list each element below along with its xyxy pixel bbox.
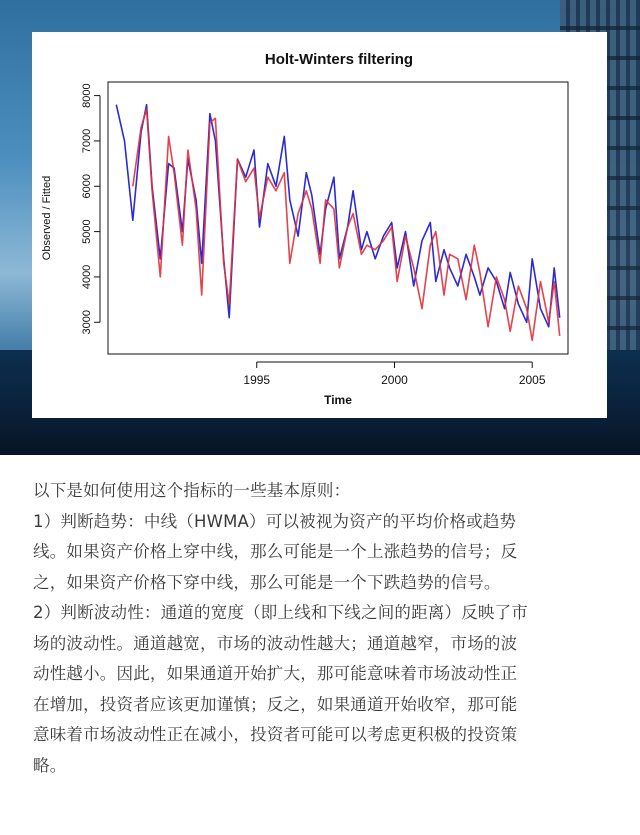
- series-lines: [116, 105, 559, 341]
- y-tick-label: 6000: [81, 174, 93, 199]
- article-text: [33, 476, 618, 781]
- x-tick-label: 2000: [381, 373, 408, 387]
- article-line: 1）判断趋势：中线（HWMA）可以被视为资产的平均价格或趋势: [33, 511, 517, 531]
- x-axis: [243, 362, 545, 387]
- y-tick-label: 3000: [81, 310, 93, 335]
- article-line: 以下是如何使用这个指标的一些基本原则：: [33, 481, 351, 500]
- y-tick-label: 5000: [81, 219, 93, 244]
- article-line: 场的波动性。通道越宽，市场的波动性越大；通道越窄，市场的波: [33, 633, 518, 653]
- plot-frame: [108, 82, 568, 354]
- article-line: 略。: [33, 755, 67, 775]
- article-line: 线。如果资产价格上穿中线，那么可能是一个上涨趋势的信号；反: [33, 542, 518, 561]
- x-tick-label: 1995: [243, 373, 271, 387]
- article-line: 之，如果资产价格下穿中线，那么可能是一个下跌趋势的信号。: [33, 572, 501, 592]
- fitted-series-line: [133, 109, 560, 340]
- y-axis: [81, 83, 100, 334]
- article-line: 2）判断波动性：通道的宽度（即上线和下线之间的距离）反映了市: [33, 603, 528, 622]
- y-tick-label: 7000: [81, 128, 93, 154]
- x-tick-label: 2005: [518, 373, 546, 387]
- y-tick-label: 4000: [81, 264, 93, 290]
- chart-title: Holt-Winters filtering: [264, 51, 414, 68]
- article-line: 在增加，投资者应该更加谨慎；反之，如果通道开始收窄，那可能: [33, 694, 518, 714]
- x-axis-label: Time: [324, 393, 352, 407]
- chart-card: [32, 32, 607, 418]
- article-line: 动性越小。因此，如果通道开始扩大，那可能意味着市场波动性正: [33, 664, 518, 683]
- article-line: 意味着市场波动性正在减小，投资者可能可以考虑更积极的投资策: [33, 725, 518, 744]
- y-tick-label: 8000: [81, 83, 93, 108]
- holt-winters-chart: [32, 32, 607, 418]
- y-axis-label: Observed / Fitted: [41, 175, 53, 261]
